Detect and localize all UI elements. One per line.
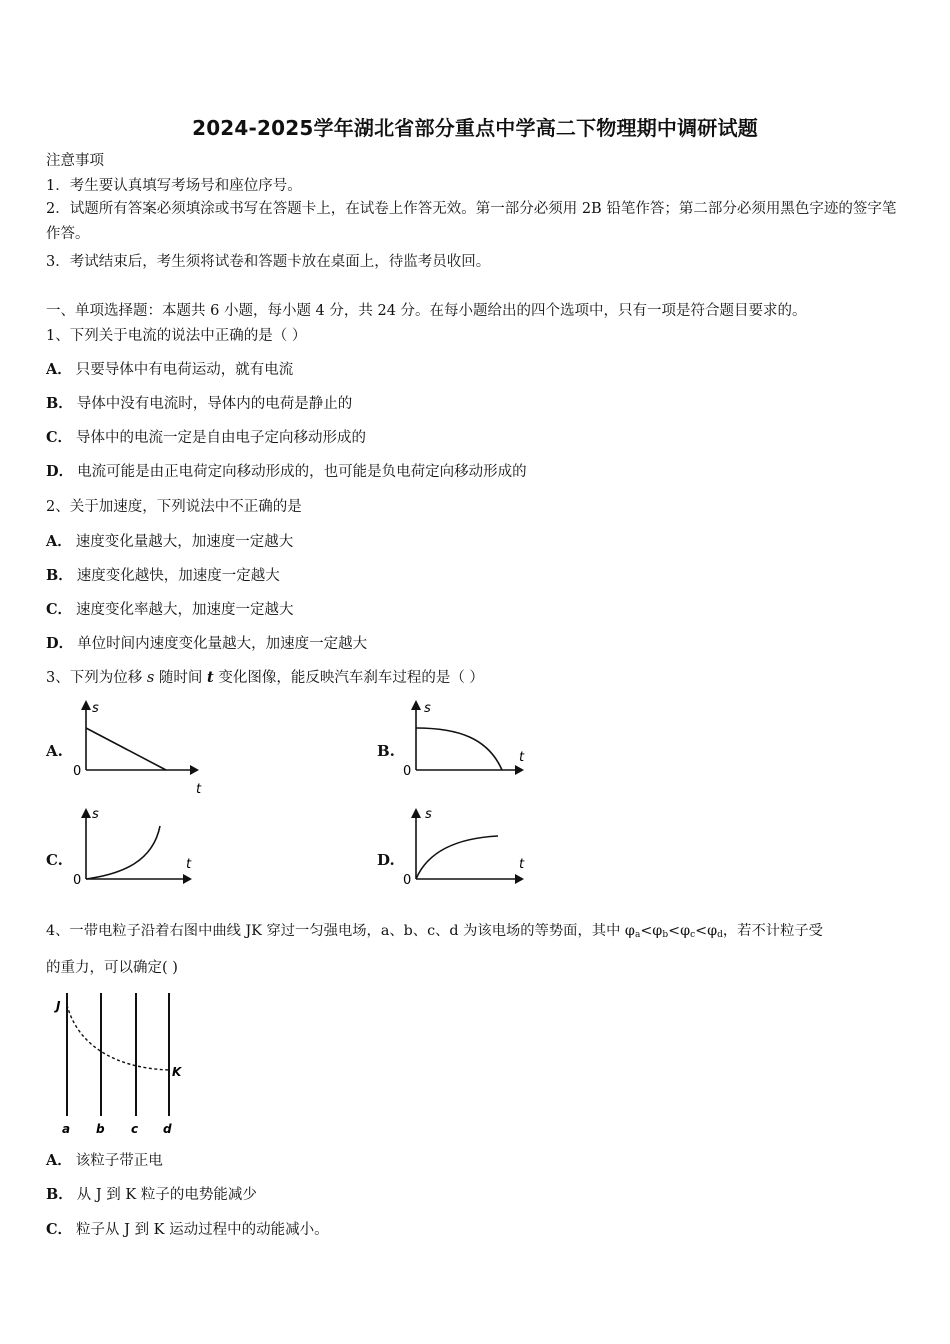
origin-label: 0 [73, 764, 82, 779]
q1-stem: 1、下列关于电流的说法中正确的是（ ） [46, 328, 307, 344]
t-arrow [183, 874, 192, 884]
q3-graph-c [68, 806, 218, 906]
label-d: d [163, 1122, 172, 1136]
t-arrow [190, 765, 199, 775]
page-title: 2024-2025学年湖北省部分重点中学高二下物理期中调研试题 [192, 116, 758, 140]
q2-option-a: A． 速度变化量越大，加速度一定越大 [46, 533, 294, 550]
s-t-curve [86, 826, 160, 879]
q2-stem: 2、关于加速度，下列说法中不正确的是 [46, 499, 302, 515]
s-axis-label: s [92, 701, 99, 716]
q2-option-d: D． 单位时间内速度变化量越大，加速度一定越大 [46, 635, 368, 652]
t-axis-label: t [196, 782, 202, 797]
notice-item-1: 1．考生要认真填写考场号和座位序号。 [46, 178, 302, 194]
q3-label-d: D. [377, 851, 395, 869]
section-heading: 一、单项选择题：本题共 6 小题，每小题 4 分，共 24 分。在每小题给出的四个选项中，只有一项是符合题目要求的。 [46, 303, 807, 319]
q4-option-b: B． 从 J 到 K 粒子的电势能减少 [46, 1186, 257, 1203]
q1-option-a: A． 只要导体中有电荷运动，就有电流 [46, 361, 294, 378]
notice-item-3: 3．考试结束后，考生须将试卷和答题卡放在桌面上，待监考员收回。 [46, 254, 491, 270]
s-arrow [81, 808, 91, 818]
t-arrow [515, 874, 524, 884]
q4-option-a: A． 该粒子带正电 [46, 1152, 163, 1169]
origin-label: 0 [403, 764, 412, 779]
q3-graph-a [68, 698, 218, 798]
t-axis-label: t [186, 857, 192, 872]
s-axis-label: s [424, 701, 431, 716]
s-arrow [411, 808, 421, 818]
label-k: K [172, 1065, 182, 1079]
label-c: c [131, 1122, 139, 1136]
s-t-curve [416, 728, 502, 770]
s-t-curve [86, 728, 166, 770]
q3-graph-d [398, 806, 548, 906]
origin-label: 0 [73, 873, 82, 888]
origin-label: 0 [403, 873, 412, 888]
q3-label-b: B. [377, 742, 395, 760]
q1-option-b: B． 导体中没有电流时，导体内的电荷是静止的 [46, 395, 353, 412]
s-axis-label: s [92, 807, 99, 822]
q3-label-c: C. [46, 851, 63, 869]
trajectory-jk [67, 1005, 169, 1070]
q3-label-a: A. [46, 742, 63, 760]
s-axis-label: s [425, 807, 432, 822]
q4-stem-line1: 4、一带电粒子沿着右图中曲线 JK 穿过一匀强电场，a、b、c、d 为该电场的等势面，其中 $\varphi_a<\varphi_b<\varphi_c<\varphi_d$，若不计粒子受 [46, 923, 823, 940]
t-axis-label: t [519, 857, 525, 872]
q4-option-c: C． 粒子从 J 到 K 运动过程中的动能减小。 [46, 1221, 329, 1238]
q1-option-c: C． 导体中的电流一定是自由电子定向移动形成的 [46, 429, 367, 446]
q4-field-figure [52, 988, 202, 1138]
q3-graph-b [398, 698, 548, 798]
s-arrow [81, 700, 91, 710]
q2-option-b: B． 速度变化越快，加速度一定越大 [46, 567, 280, 584]
label-b: b [96, 1122, 105, 1136]
notice-item-2: 2．试题所有答案必须填涂或书写在答题卡上，在试卷上作答无效。第一部分必须用 2B 铅笔作答；第二部分必须用黑色字迹的签字笔作答。 [46, 201, 897, 242]
s-t-curve [416, 836, 498, 879]
notice-heading: 注意事项 [46, 153, 104, 169]
t-arrow [515, 765, 524, 775]
s-arrow [411, 700, 421, 710]
q2-option-c: C． 速度变化率越大，加速度一定越大 [46, 601, 294, 618]
label-j: J [56, 999, 61, 1013]
q1-option-d: D． 电流可能是由正电荷定向移动形成的，也可能是负电荷定向移动形成的 [46, 463, 527, 480]
t-axis-label: t [519, 750, 525, 765]
q3-stem: 3、下列为位移 s 随时间 t 变化图像，能反映汽车刹车过程的是（ ） [46, 669, 484, 686]
label-a: a [62, 1122, 71, 1136]
q4-stem-line2: 的重力，可以确定( ) [46, 960, 178, 976]
